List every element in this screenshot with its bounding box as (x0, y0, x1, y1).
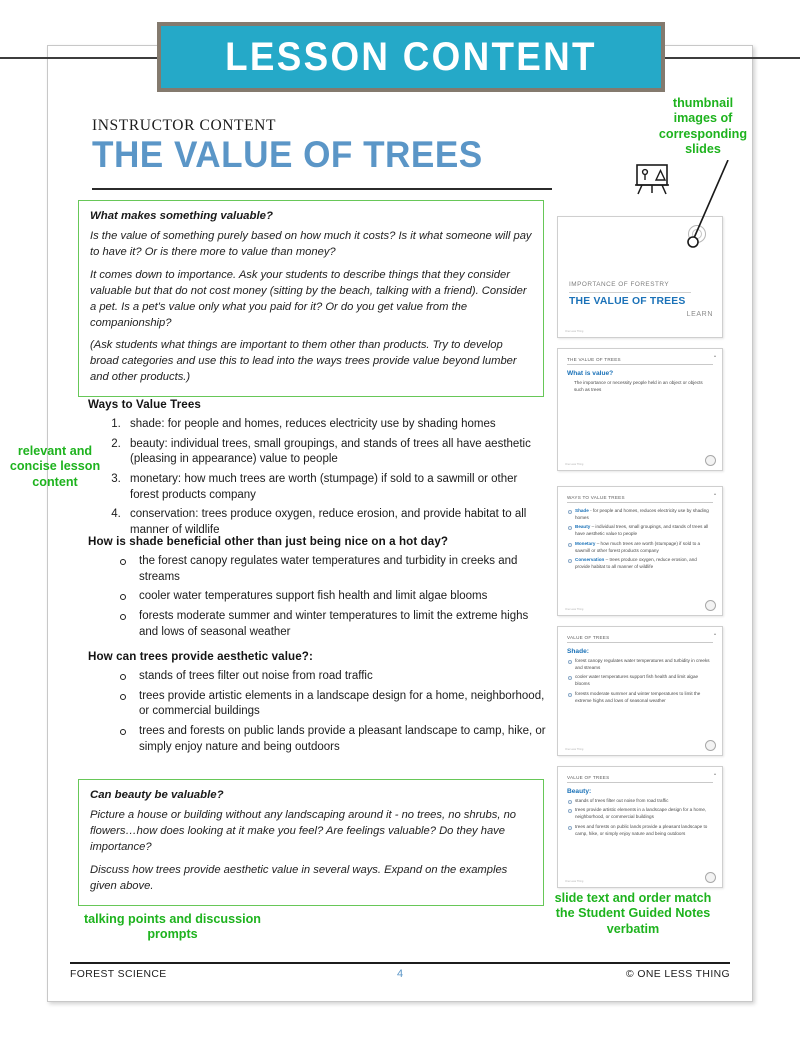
slide-thumbnail-5[interactable] (557, 766, 723, 888)
presentation-easel-icon (634, 163, 674, 197)
callout-paragraph: Discuss how trees provide aesthetic value in several ways. Expand on the examples given above. (90, 863, 508, 892)
slide-subhead: Shade: (567, 647, 589, 655)
compass-logo-icon (688, 225, 706, 243)
slide-bullet: stands of trees filter out noise from road traffic (568, 798, 713, 805)
slide-bullet (568, 524, 713, 538)
list-item: cooler water temperatures support fish health and limit algae blooms (118, 589, 546, 605)
slide-logo-icon (705, 600, 716, 611)
section-heading: How is shade beneficial other than just being nice on a hot day? (88, 535, 449, 548)
callout-box-what-makes-something-valuable (78, 200, 544, 397)
callout-heading: Can beauty be valuable? (90, 789, 224, 801)
slide-bullet (568, 557, 713, 571)
slide-bullet-list (568, 508, 713, 572)
slide-corner-mark: ▴ (713, 491, 716, 496)
list-item: 2. beauty: individual trees, small groupings, and stands of trees all have aesthetic (pleasing in appearance) value to people (124, 437, 546, 468)
slide-header: WAYS TO VALUE TREES (567, 495, 625, 500)
annotation-thumbnails: thumbnail images of corresponding slides (658, 96, 748, 157)
page-heading (92, 117, 552, 174)
slide-footer: One Less Thing (565, 880, 584, 883)
slide-logo-icon (705, 740, 716, 751)
section-ways-to-value-trees (88, 398, 546, 542)
slide-bullet-text: – how much trees are worth (stumpage) if sold to a sawmill or other forest products company (575, 540, 701, 553)
banner-rule-left (0, 57, 160, 59)
circle-bullet-list (88, 669, 546, 755)
slide-corner-mark: ▴ (713, 353, 716, 358)
slide-thumbnail-1[interactable] (557, 216, 723, 338)
slide-bullet-term: Monetary (575, 540, 596, 546)
slide-subhead: Beauty: (567, 787, 592, 795)
slide-kicker: IMPORTANCE OF FORESTRY (569, 281, 670, 288)
slide-bullet-term: Conservation (575, 557, 605, 563)
page-number: 4 (396, 968, 404, 980)
slide-corner-mark: ▴ (713, 631, 716, 636)
heading-kicker: INSTRUCTOR CONTENT (92, 117, 277, 134)
slide-bullet-list (568, 658, 713, 705)
callout-heading: What makes something valuable? (90, 210, 273, 222)
annotation-talking-points: talking points and discussion prompts (83, 912, 262, 942)
slide-bullet (568, 541, 713, 555)
banner-rule-right (662, 57, 800, 59)
slide-bullet-term: Shade (575, 507, 589, 513)
footer-left-label: FOREST SCIENCE (70, 968, 167, 980)
slide-footer: One Less Thing (565, 748, 584, 751)
callout-paragraph: It comes down to importance. Ask your students to describe things that they consider valuable but that do not cost money (sitting by the beach, talking with a friend). Consider a pet. Is a pet's value only what you paid for it? Or do you get value from the companionship? (90, 268, 527, 329)
slide-logo-icon (705, 455, 716, 466)
list-item: the forest canopy regulates water temperatures and turbidity in creeks and streams (118, 554, 546, 585)
slide-bullet-text: – trees produce oxygen, reduce erosion, and provide habitat to all manner of wildlife (575, 557, 697, 570)
list-item: 3. monetary: how much trees are worth (stumpage) if sold to a sawmill or other forest products company (124, 472, 546, 503)
slide-bullet-text: - for people and homes, reduces electricity use by shading homes (575, 507, 709, 520)
numbered-list (88, 417, 546, 538)
slide-divider (567, 642, 713, 643)
slide-thumbnail-4[interactable] (557, 626, 723, 756)
slide-title: THE VALUE OF TREES (569, 296, 686, 307)
slide-bullet: cooler water temperatures support fish health and limit algae blooms (568, 674, 713, 688)
callout-paragraph: Picture a house or building without any landscaping around it - no trees, no shrubs, no flowers…how does looking at it make you feel? Are feelings valuable? Do they have importance? (90, 809, 517, 853)
slide-divider (567, 502, 713, 503)
slide-bullet: forest canopy regulates water temperatures and turbidity in creeks and streams (568, 658, 713, 672)
slide-logo-icon (705, 872, 716, 883)
page-footer (70, 968, 730, 980)
slide-thumbnail-3[interactable] (557, 486, 723, 616)
slide-bullet: forests moderate summer and winter temperatures to limit the extreme highs and lows of seasonal weather (568, 691, 713, 705)
title-divider (92, 188, 552, 190)
list-item: 1. shade: for people and homes, reduces electricity use by shading homes (124, 417, 546, 433)
callout-box-can-beauty-be-valuable (78, 779, 544, 906)
section-shade-benefits (88, 535, 546, 644)
circle-bullet-list (88, 554, 546, 640)
annotation-slide-order: slide text and order match the Student Guided Notes verbatim (554, 891, 712, 936)
annotation-lesson-content: relevant and concise lesson content (9, 444, 101, 489)
slide-divider (569, 292, 691, 293)
slide-bullet (568, 508, 713, 522)
slide-bullet: trees and forests on public lands provide a pleasant landscape to camp, hike, or simply enjoy nature and being outdoors (568, 824, 713, 838)
slide-divider (567, 364, 713, 365)
slide-body: The importance or necessity people held in an object or objects such as trees (574, 379, 703, 392)
list-item: stands of trees filter out noise from road traffic (118, 669, 546, 685)
slide-thumbnail-2[interactable] (557, 348, 723, 471)
section-heading: Ways to Value Trees (88, 398, 201, 411)
slide-bullet-list (568, 798, 713, 838)
footer-divider (70, 962, 730, 964)
slide-tag: LEARN (686, 311, 713, 318)
slide-footer: One Less Thing (565, 608, 584, 611)
list-item: trees provide artistic elements in a landscape design for a home, neighborhood, or commercial buildings (118, 689, 546, 720)
slide-header: THE VALUE OF TREES (567, 357, 621, 362)
banner-title: LESSON CONTENT (225, 34, 597, 79)
page-title: THE VALUE OF TREES (92, 134, 483, 175)
slide-footer: One Less Thing (565, 330, 584, 333)
slide-divider (567, 782, 713, 783)
list-item: forests moderate summer and winter temperatures to limit the extreme highs and lows of seasonal weather (118, 609, 546, 640)
list-item: trees and forests on public lands provide a pleasant landscape to camp, hike, or simply enjoy nature and being outdoors (118, 724, 546, 755)
slide-footer: One Less Thing (565, 463, 584, 466)
slide-bullet: trees provide artistic elements in a landscape design for a home, neighborhood, or commercial buildings (568, 807, 713, 821)
slide-header: VALUE OF TREES (567, 635, 610, 640)
section-heading: How can trees provide aesthetic value?: (88, 650, 313, 663)
section-aesthetic-value (88, 650, 546, 759)
lesson-content-banner (157, 22, 665, 92)
list-item: 4. conservation: trees produce oxygen, reduce erosion, and provide habitat to all manner of wildlife (124, 507, 546, 538)
slide-corner-mark: ▴ (713, 771, 716, 776)
slide-bullet-text: – individual trees, small groupings, and stands of trees all have aesthetic value to people (575, 524, 709, 537)
callout-paragraph: (Ask students what things are important to them other than products. Try to develop broad categories and use this to lead into the ways trees provide value beyond lumber and other products.) (90, 339, 517, 384)
footer-right-label: © ONE LESS THING (626, 968, 730, 980)
callout-paragraph: Is the value of something purely based on how much it costs? Is it what someone will pay to have it? Or is there more to value than money? (90, 230, 532, 258)
slide-subhead: What is value? (567, 369, 614, 377)
slide-header: VALUE OF TREES (567, 775, 610, 780)
slide-bullet-term: Beauty (575, 524, 591, 530)
